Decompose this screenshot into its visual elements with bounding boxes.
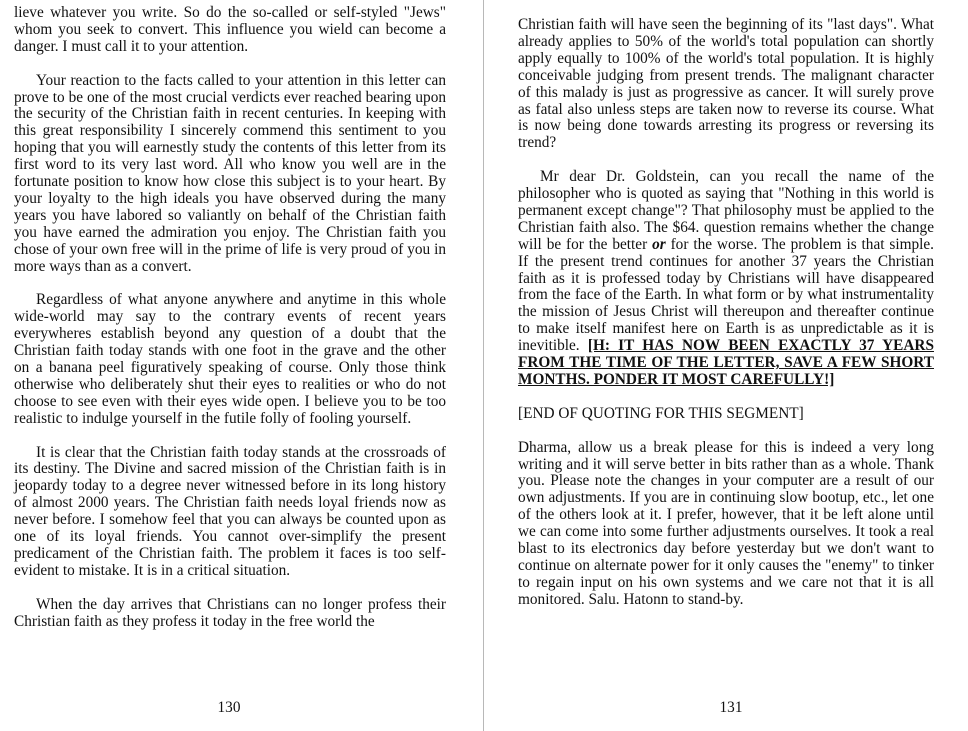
page-gutter (483, 0, 484, 731)
right-page-text (518, 17, 934, 609)
paragraph-when-the-day: When the day arrives that Christians can no longer profess their Christian faith as they profess it today in the free world the (14, 595, 446, 630)
end-of-quoting-note: [END OF QUOTING FOR THIS SEGMENT] (518, 404, 804, 422)
goldstein-text-end: for the worse. The problem is that simple. If the present trend continues for another 37 years the Christian faith as it is professed today by Christians will have disappeared from the face of the Earth. In what form or by what instrumentality the mission of Jesus Christ will thereupon and thereafter continue to make itself manifest here on Earth is as unpredictable as it is inevitible. (518, 235, 934, 355)
goldstein-text-start: Mr dear Dr. Goldstein, can you recall the name of the philosopher who is quoted as saying that "Nothing in this world is permanent except change"? That philosophy must be applied to the Christian faith also. The $64. question remains whether the change will be for the better (518, 168, 934, 253)
paragraph-last-days: Christian faith will have seen the beginning of its "last days". What already applies to 50% of the world's total population can shortly apply equally to 100% of the world's total population. It is highly conceivable judging from present trends. The malignant character of this malady is just as progressive as cancer. It will surely prove as fatal also unless steps are taken now to reverse its course. What is now being done towards arresting its progress or reversing its trend? (518, 16, 934, 152)
paragraph-crossroads: It is clear that the Christian faith today stands at the crossroads of its destiny. The Divine and sacred mission of the Christian faith is in jeopardy today to a degree never witnessed before in its long history of almost 2000 years. The Christian faith needs loyal friends now as never before. I somehow feel that you can always be counted upon as one of its loyal friends. You cannot over-simplify the present predicament of the Christian faith. The problem it faces is too self-evident to mistake. It is in a critical situation. (14, 443, 446, 579)
paragraph-reaction: Your reaction to the facts called to your attention in this letter can prove to be one of the most crucial verdicts ever reached bearing upon the security of the Christian faith in recent centuries. In keeping with this great responsibility I sincerely commend this sentiment to you hoping that you will earnestly study the contents of this letter from its first word to its very last word. All who know you well are in the fortunate position to know how close this subject is to your heart. By your loyalty to the high ideals you have observed during the many years you have labored so valiantly on behalf of the Christian faith you have earned the admiration you enjoy. The Christian faith you chose of your own free will in the prime of life is very proud of you in more ways than as a convert. (14, 71, 446, 275)
emphasis-or: or (652, 235, 666, 253)
left-page-text (14, 5, 446, 630)
paragraph-continuation: lieve whatever you write. So do the so-called or self-styled "Jews" whom you seek to convert. This influence you wield can become a danger. I must call it to your attention. (14, 4, 446, 55)
page-number-right: 131 (719, 699, 743, 716)
hatonn-callout: [H: IT HAS NOW BEEN EXACTLY 37 YEARS FROM THE TIME OF THE LETTER, SAVE A FEW SHORT MONTHS. PONDER IT MOST CAREFULLY!] (518, 337, 934, 389)
right-page (485, 0, 968, 731)
paragraph-dharma: Dharma, allow us a break please for this is indeed a very long writing and it will serve better in bits rather than as a whole. Thank you. Please note the changes in your computer are a result of our own adjustments. If you are in continuing slow bootup, etc., let one of the others look at it. I prefer, however, that it be left alone until we can come into some further adjustments ourselves. It took a real blast to its electronics day before yesterday but we don't want to continue on alternate power for it only causes the "enemy" to tinker to regain input on his own systems and we care not that it is all monitored. Salu. Hatonn to stand-by. (518, 438, 934, 608)
paragraph-goldstein (518, 169, 934, 389)
page-number-left: 130 (217, 699, 241, 716)
paragraph-regardless: Regardless of what anyone anywhere and anytime in this whole wide-world may say to the contrary events of recent years everywheres establish beyond any question of a doubt that the Christian faith today stands with one foot in the grave and the other on a banana peel figuratively speaking of course. Only those think otherwise who deliberately shut their eyes to realities or who do not choose to see even with their eyes wide open. I believe you to be too realistic to indulge yourself in the futile folly of fooling yourself. (14, 291, 446, 427)
